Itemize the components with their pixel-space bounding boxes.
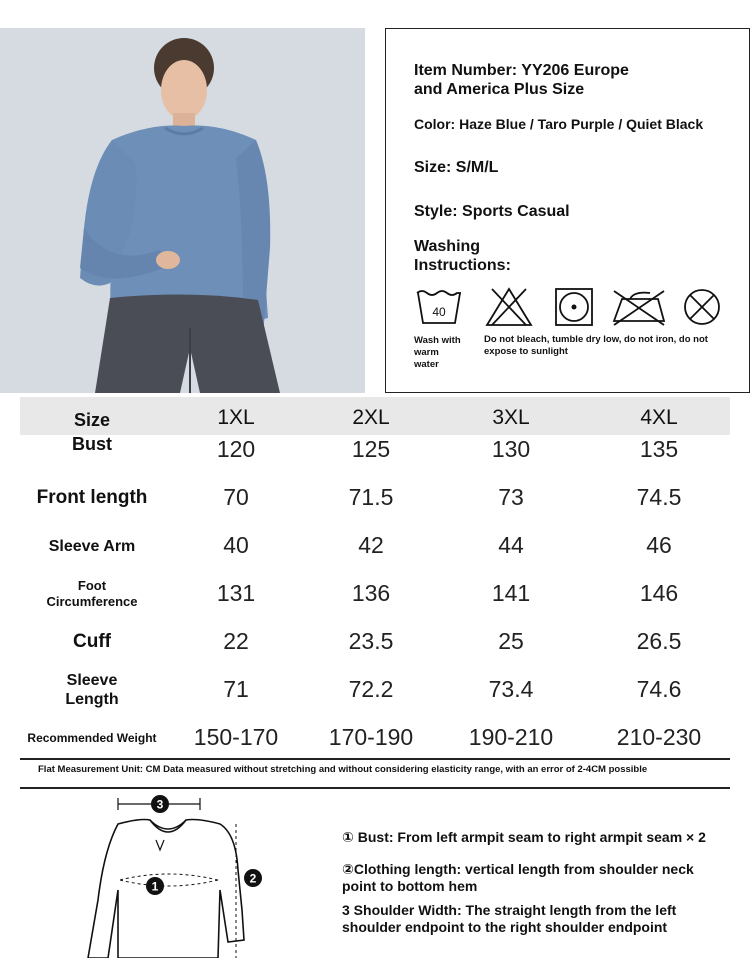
table-cell: 44: [498, 532, 524, 558]
table-cell: 131: [216, 580, 256, 606]
table-cell: 46: [646, 532, 672, 558]
desc-length-line-2: point to bottom hem: [342, 878, 478, 894]
no-sunlight-icon: [682, 287, 722, 327]
table-cell: 72.2: [348, 676, 394, 702]
product-info-box: [385, 28, 750, 393]
table-cell: 170-190: [328, 724, 414, 750]
table-cell: 125: [351, 436, 391, 462]
row-label: [12, 671, 172, 709]
table-cell: 190-210: [468, 724, 554, 750]
table-cell: 25: [498, 628, 524, 654]
row-label-line: Recommended Weight: [27, 730, 157, 745]
desc-shoulder-line-2: shoulder endpoint to the right shoulder endpoint: [342, 919, 668, 935]
size-header-label: Size: [73, 410, 111, 430]
wash-temp-text: 40: [432, 305, 446, 319]
desc-length-line-1: ②Clothing length: vertical length from shoulder neck: [342, 861, 694, 877]
table-cell: 120: [216, 436, 256, 462]
desc-shoulder-line-1: 3 Shoulder Width: The straight length from the left: [342, 902, 677, 918]
row-label-line: Front length: [36, 487, 148, 508]
item-number-line-1: Item Number: YY206 Europe: [414, 62, 629, 79]
wash-40-icon: [414, 287, 464, 327]
marker-2: 2: [249, 871, 257, 886]
measurement-diagram: [60, 790, 290, 958]
table-cell: 130: [491, 436, 531, 462]
table-cell: 210-230: [616, 724, 702, 750]
row-label-line: Sleeve Arm: [48, 537, 136, 555]
size-column-header: 1XL: [217, 406, 255, 429]
desc-bust: ① Bust: From left armpit seam to right armpit seam × 2: [342, 829, 706, 845]
table-cell: 74.5: [636, 484, 682, 510]
marker-1: 1: [151, 879, 159, 894]
care-note: [484, 334, 708, 358]
table-cell: 26.5: [636, 628, 682, 654]
row-label: [12, 537, 172, 556]
row-label-line: Circumference: [46, 594, 138, 609]
divider-bottom: [20, 787, 730, 789]
table-cell: 23.5: [348, 628, 394, 654]
row-label: [12, 487, 172, 509]
table-cell: 42: [358, 532, 384, 558]
desc-length: [342, 861, 742, 895]
item-number-line-2: and America Plus Size: [414, 81, 585, 98]
care-note-line-1: Do not bleach, tumble dry low, do not iron, do not: [484, 334, 708, 345]
table-cell: 135: [639, 436, 679, 462]
table-cell: 71: [223, 676, 249, 702]
table-cell: 141: [491, 580, 531, 606]
row-label: [12, 731, 172, 746]
row-label: [12, 631, 172, 653]
wash-note-line-2: warm: [414, 347, 439, 358]
wash-note-line-1: Wash with: [414, 335, 461, 346]
no-iron-icon: [610, 287, 668, 327]
table-cell: 136: [351, 580, 391, 606]
table-cell: 73: [498, 484, 524, 510]
table-cell: 74.6: [636, 676, 682, 702]
row-label-line: Sleeve: [66, 672, 118, 689]
size-column-header: 3XL: [492, 406, 530, 429]
size-column-header: 4XL: [640, 406, 678, 429]
table-cell: 40: [223, 532, 249, 558]
product-photo: [0, 28, 365, 393]
wash-note: [414, 335, 461, 371]
style-text: Style: Sports Casual: [414, 203, 570, 220]
size-text: Size: S/M/L: [414, 159, 499, 176]
tumble-dry-low-icon: [554, 287, 594, 327]
size-column-header: 2XL: [352, 406, 390, 429]
row-label-line: Length: [65, 691, 119, 708]
shirt-outline-diagram: [60, 790, 290, 958]
table-cell: 70: [223, 484, 249, 510]
washing-line-1: Washing: [414, 238, 481, 255]
marker-3: 3: [156, 797, 164, 812]
measurement-note: Flat Measurement Unit: CM Data measured without stretching and without considering elasticity range, with an error of 2-4CM possible: [38, 764, 648, 775]
divider-top: [20, 758, 730, 760]
care-note-line-2: expose to sunlight: [484, 346, 568, 357]
color-text: Color: Haze Blue / Taro Purple / Quiet Black: [414, 116, 704, 132]
no-bleach-icon: [484, 287, 534, 327]
model-illustration: [0, 28, 365, 393]
row-label-line: Foot: [77, 578, 107, 593]
table-cell: 146: [639, 580, 679, 606]
row-label-line: Cuff: [73, 631, 111, 652]
row-label: [12, 434, 172, 455]
table-cell: 150-170: [193, 724, 279, 750]
row-label: [12, 578, 172, 610]
wash-note-line-3: water: [414, 359, 439, 370]
table-cell: 73.4: [488, 676, 534, 702]
washing-line-2: Instructions:: [414, 257, 511, 274]
care-icons: [414, 287, 734, 331]
row-label-line: Bust: [72, 433, 112, 454]
desc-shoulder: [342, 902, 742, 936]
table-cell: 71.5: [348, 484, 394, 510]
table-cell: 22: [223, 628, 249, 654]
